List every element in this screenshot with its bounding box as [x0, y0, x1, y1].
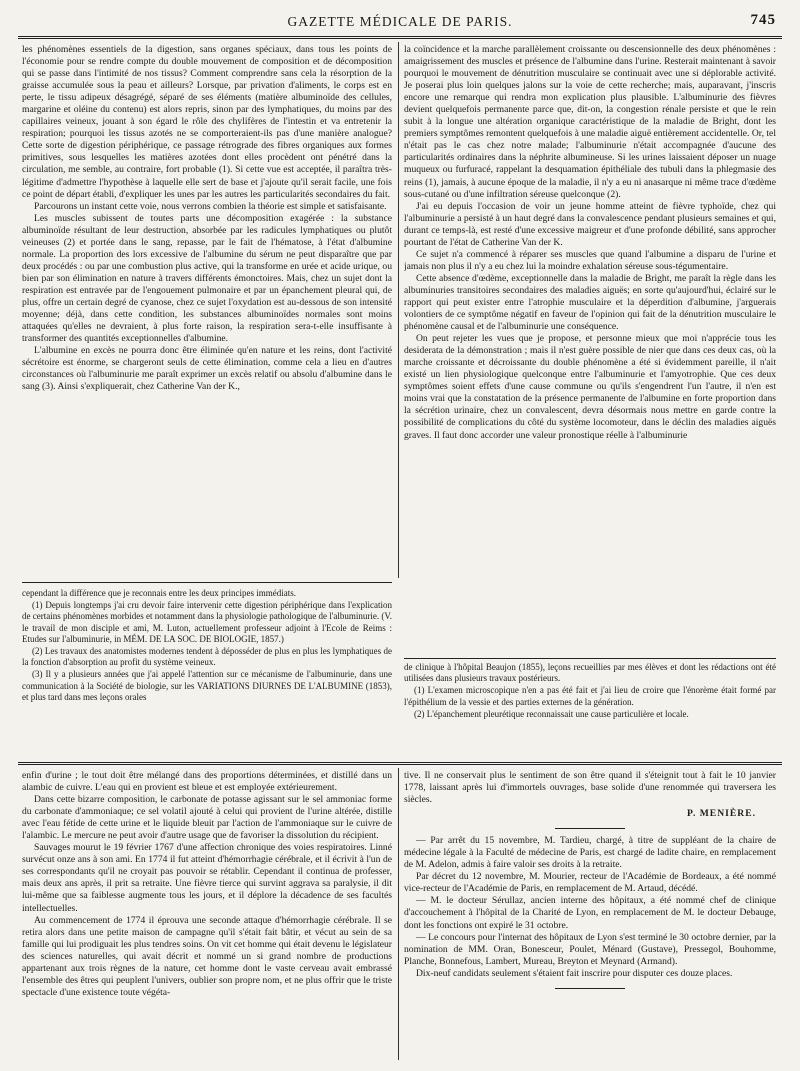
footnote-rule-left	[22, 582, 392, 583]
footnote: (2) L'épanchement pleurétique reconnaissait une cause particulière et locale.	[414, 708, 689, 719]
footnotes-right	[404, 662, 776, 758]
paragraph: L'albumine en excès ne pourra donc être éliminée qu'en nature et les reins, dont l'activité sécrétoire est énorme, se chargeront seuls de cette élimination, comme cela a lieu en d'autres circonstances où l'albuminurie me paraît exprimer un excès relatif ou absolu d'albumine dans le sang (3). Ainsi s'expliquerait, chez Catherine Van der K.,	[22, 345, 392, 393]
footnote: (1) Depuis longtemps j'ai cru devoir faire intervenir cette digestion périphérique dans l'explication de certains phénomènes morbides et notamment dans la physiologie pathologique de l'albuminurie. (V. le travail de mon disciple et ami, M. Luton, actuellement professeur adjoint à l'Ecole de Reims : Etudes sur l'albuminurie, in MÉM. DE LA SOC. DE BIOLOGIE, 1857.)	[22, 599, 392, 645]
paragraph: Dans cette bizarre composition, le carbonate de potasse agissant sur le sel ammoniac forme du carbonate d'ammoniaque; ce sel volatil ajouté à celui qui provient de l'urine altérée, distille avec l'eau fétide de cette urine et le liquide bleuit par l'action de l'ammoniaque sur le cuivre de l'alambic. Le mercure ne peut avoir d'autre usage que de favoriser la dissolution du récipient.	[22, 794, 392, 842]
footnote: de clinique à l'hôpital Beaujon (1855), leçons recueillies par mes élèves et dont les rédactions ont été utilisées dans plusieurs travaux postérieurs.	[404, 662, 776, 684]
paragraph: Les muscles subissent de toutes parts une décomposition exagérée : la substance albuminoïde résultant de leur destruction, absorbée par les radicules lymphatiques ou plutôt veineuses (2) et portée dans le sang, repasse, par le fait de l'hématose, à l'état d'albumine normale. La proportion des lors excessive de l'albumine du sérum ne peut disparaître que par deux procédés : ou par une combustion plus active, qui la transforme en urée et acide urique, ou bien par son élimination en nature à travers différents émonctoires. Mais, chez un sujet dont la respiration est entravée par de l'engouement pulmonaire et par un épanchement pleural qui, de plus, offre un certain degré de cyanose, chez ce sujet l'oxydation est au-dessous de son intensité moyenne; déjà, dans cette condition, les substances albuminoïdes normales sont moins attaquées qu'elles ne devraient, à plus forte raison, la respiration sera-t-elle insuffisante à transformer des quantités exceptionnelles d'albumine.	[22, 212, 392, 345]
news-item: — M. le docteur Sérullaz, ancien interne des hôpitaux, a été nommé chef de clinique d'accouchement à l'hôpital de la Charité de Lyon, en remplacement de M. le docteur Debauge, dont les fonctions ont expiré le 31 octobre.	[404, 895, 776, 931]
author-signature: P. MENIÈRE.	[686, 808, 756, 820]
column-divider-lower	[398, 768, 399, 1060]
column-divider-upper	[398, 42, 399, 578]
footnote: (2) Les travaux des anatomistes modernes tendent à déposséder de plus en plus les lymphatiques de la fonction d'absorption au profit du système veineux.	[22, 646, 392, 668]
paragraph: enfin d'urine ; le tout doit être mélangé dans des proportions déterminées, et distillé dans un alambic de cuivre. L'eau qui en provient est bleue et est employée extérieurement.	[22, 770, 392, 794]
news-item: Par décret du 12 novembre, M. Mourier, recteur de l'Académie de Bordeaux, a été nommé vice-recteur de l'Académie de Paris, en remplacement de M. Artaud, décédé.	[404, 871, 776, 895]
page-number: 745	[750, 12, 776, 28]
page-header	[18, 12, 782, 34]
header-rule	[18, 36, 782, 39]
news-item: Dix-neuf candidats seulement s'étaient fait inscrire pour disputer ces douze places.	[416, 967, 733, 979]
paragraph: Au commencement de 1774 il éprouva une seconde attaque d'hémorrhagie cérébrale. Il se retira alors dans une petite maison de campagne qu'il s'était fait bâtir, et vécut au sein de sa famille qui lui prodiguait les plus tendres soins. On vit cet homme qui était devenu le législateur des sciences naturelles, qui avait décrit et nommé un si grand nombre de productions appartenant aux trois règnes de la nature, cet homme dont le vaste cerveau avait embrassé l'ensemble des êtres qui peuplent l'univers, oublier son propre nom, et ne plus offrir que le triste spectacle d'une existence toute végéta-	[22, 914, 392, 998]
paragraph: Sauvages mourut le 19 février 1767 d'une affection chronique des voies respiratoires. Linné survécut onze ans à son ami. En 1774 il fut atteint d'hémorrhagie cérébrale, et il écrivit à l'un de ses correspondants qu'il ne croyait pas pouvoir se rétablir. Cependant il continua de professer, mais deux ans après, il prit sa retraite. Une fièvre tierce qui survint aggrava sa paralysie, il dit lui-même que sa faiblesse augmente tous les jours, et il déplore la décadence de ses facultés intellectuelles.	[22, 842, 392, 914]
news-item: — Par arrêt du 15 novembre, M. Tardieu, chargé, à titre de suppléant de la chaire de médecine légale à la Faculté de médecine de Paris, est chargé de ladite chaire, en remplacement de M. Adelon, admis à faire valoir ses droits à la retraite.	[404, 835, 776, 871]
footnote-rule-right	[404, 658, 776, 659]
paragraph: tive. Il ne conservait plus le sentiment de son être quand il s'éteignit tout à fait le 10 janvier 1778, laissant après lui d'immortels ouvrages, base solide d'une renommée qui traversera les siècles.	[404, 770, 776, 806]
footnote: cependant la différence que je reconnais entre les deux principes immédiats.	[22, 588, 296, 598]
footnote: (3) Il y a plusieurs années que j'ai appelé l'attention sur ce mécanisme de l'albuminurie, dans une communication à la Société de biologie, sur les VARIATIONS DIURNES DE L'ALBUMINE (1853), et plus tard dans mes leçons orales	[22, 669, 392, 703]
footnotes-left	[22, 588, 392, 758]
paragraph: J'ai eu depuis l'occasion de voir un jeune homme atteint de fièvre typhoïde, chez qui l'albuminurie a persisté à un haut degré dans la convalescence pendant plusieurs semaines et qui, durant ce temps-là, est resté d'une excessive maigreur et d'une profonde débilité, sans approcher pourtant de l'état de Catherine Van der K.	[404, 200, 776, 248]
paragraph: Parcourons un instant cette voie, nous verrons combien la théorie est simple et satisfaisante.	[34, 200, 387, 212]
paragraph: Cette absence d'œdème, exceptionnelle dans la maladie de Bright, me paraît la règle dans les albuminuries transitoires secondaires des maladies aiguës; en sorte qu'aujourd'hui, éclairé sur le rapport qui peut exister entre l'atrophie musculaire et la déperdition d'albumine, j'arguerais volontiers de ce symptôme négatif en faveur de l'opinion qui fait de la dénutrition musculaire le phénomène causal et de l'albuminurie une conséquence.	[404, 272, 776, 333]
footnote: (1) L'examen microscopique n'en a pas été fait et j'ai lieu de croire que l'énorème était formé par l'épithélium de la vessie et des parties externes de la génération.	[404, 685, 776, 707]
news-item: — Le concours pour l'internat des hôpitaux de Lyon s'est terminé le 30 octobre dernier, par la nomination de MM. Oran, Bonesceur, Poulet, Ménard (Gustave), Pressegol, Bouhomme, Planche, Bonnefous, Lambert, Mureau, Breyton et Meynard (Armand).	[404, 931, 776, 967]
paragraph: Ce sujet n'a commencé à réparer ses muscles que quand l'albumine a disparu de l'urine et jamais non plus il n'y a eu chez lui la moindre exhalation séreuse sous-tégumentaire.	[404, 248, 776, 272]
journal-title: GAZETTE MÉDICALE DE PARIS.	[287, 14, 513, 29]
paragraph: la coïncidence et la marche parallèlement croissante ou descensionnelle des deux phénomènes : amaigrissement des muscles et présence de l'albumine dans l'urine. Resterait maintenant à savoir pourquoi le mouvement de dénutrition musculaire se continuait avec une si déplorable activité. Je poserai plus loin quelques jalons sur la voie de cette recherche; mais, auparavant, j'inscris encore une remarque qui rendra mon explication plus plausible. L'albuminurie des fièvres devient quelquefois permanente parce que, dit-on, la congestion rénale persiste et que le rein subit à la longue une altération organique caractéristique de la maladie de Bright, dont les premiers symptômes remontent quelquefois à une maladie aiguë entièrement accidentelle. Or, tel n'était pas le cas chez notre malade; l'albuminurie n'était accompagnée d'aucune des particularités ordinaires dans la néphrite albumineuse. Si les urines laissaient déposer un nuage muqueux ou furfuracé, rappelant la desquamation épithéliale des tubuli dans la phlegmasie des reins (1), jamais, à aucune époque de la maladie, il n'y a eu ni anasarque ni même trace d'œdème sous-cutané ou d'une infiltration séreuse quelconque (2).	[404, 44, 776, 200]
paragraph: les phénomènes essentiels de la digestion, sans organes spéciaux, dans tous les points de l'économie pour se rendre compte du double mouvement de composition et de décomposition qui se passe dans l'intimité de nos tissus? Comment comprendre sans cela la résorption de la graisse accumulée sous la peau et ailleurs? Lorsque, par privation d'aliments, le corps est en perte, le tissu adipeux désagrégé, séparé de ses éléments (matière albuminoïde des cellules, margarine et oléine du contenu) est alors repris, sinon par des lymphatiques, du moins par des capillaires veineux, jouant à son égard le rôle des chylifères de l'intestin et va entretenir la respiration; pourquoi les tissus azotés ne se comporteraient-ils pas d'une manière analogue? Cette sorte de digestion périphérique, ce passage rétrograde des fibres organiques aux formes primitives, sous lesquelles les matières azotées dont elles procèdent ont pénétré dans la circulation, me semble, au contraire, fort probable (1). Si cette vue est acceptée, il paraîtra très-légitime d'admettre l'hypothèse à laquelle elle sert de base et j'ajoute qu'il serait facile, une fois ce point de départ établi, d'expliquer les unes par les autres les particularités secondaires du fait.	[22, 44, 392, 200]
article-column-left	[22, 44, 392, 576]
news-separator	[555, 828, 625, 829]
section-rule	[18, 762, 782, 765]
end-separator	[555, 988, 625, 989]
article-column-right	[404, 44, 776, 654]
lower-column-left	[22, 770, 392, 1062]
lower-column-right	[404, 770, 776, 1062]
paragraph: On peut rejeter les vues que je propose, et personne mieux que moi n'apprécie tous les desiderata de la démonstration ; mais il n'est guère possible de nier que dans ces deux cas, où la marche croissante et décroissante du double phénomène a été si évidemment pareille, il n'ait existé un lien physiologique quelconque entre l'albuminurie et l'amyotrophie. Que ces deux symptômes soient effets d'une cause commune ou qu'ils s'engendrent l'un l'autre, il n'en est moins vrai que la constatation de la présence permanente de l'albumine en forte proportion dans la sécrétion urinaire, chez un convalescent, devra désormais nous mettre en garde contre la possibilité de complications du côté du système locomoteur, dans le déclin des maladies aiguës graves. Il faut donc accorder une valeur pronostique réelle à l'albuminurie	[404, 333, 776, 441]
